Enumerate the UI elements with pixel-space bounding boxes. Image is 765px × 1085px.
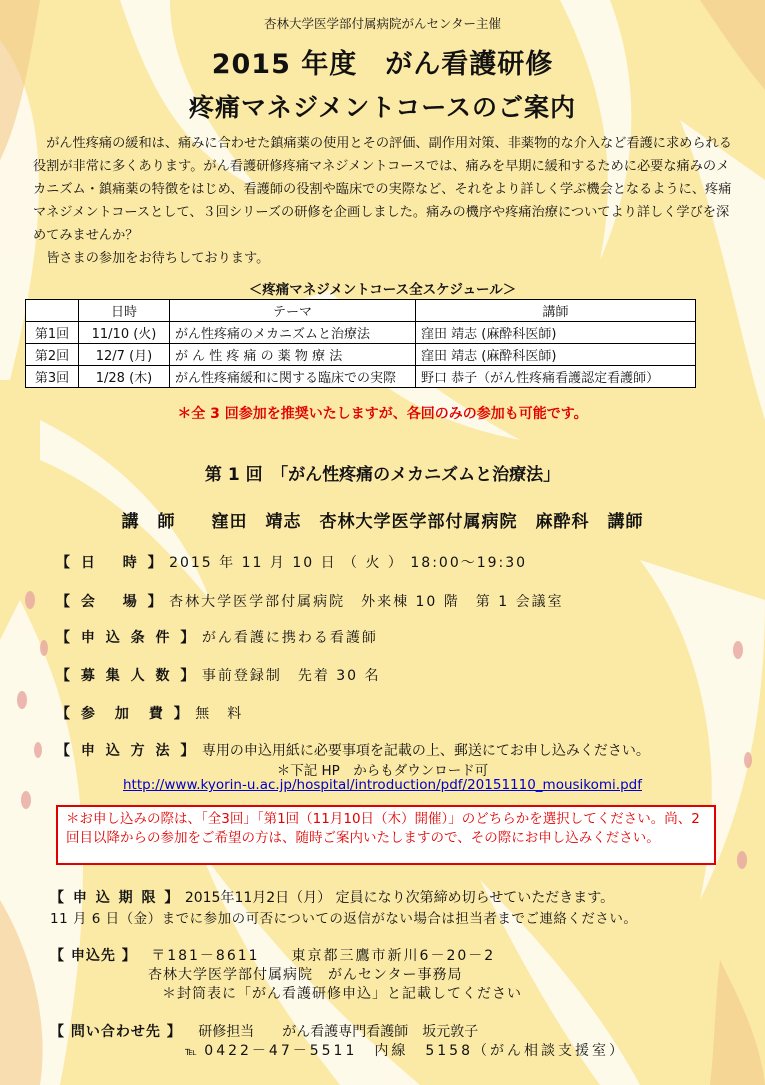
fee-value: 無 料: [195, 706, 244, 722]
intro-text: [33, 132, 733, 270]
deadline-reply-note: 11 月 6 日（金）までに参加の可否についての返信がない場合は担当者までご連絡ください。: [50, 911, 638, 927]
host-organization: 杏林大学医学部付属病院がんセンター主催: [263, 16, 501, 31]
schedule-table: [25, 299, 696, 388]
contact-phone-row: [185, 1040, 626, 1060]
capacity-value: 事前登録制 先着 30 名: [201, 668, 381, 684]
capacity-row: [56, 665, 381, 685]
table-row: [26, 344, 696, 366]
header-date: 日時: [79, 300, 170, 322]
condition-row: [56, 627, 378, 647]
session-title: 第 1 回 「がん性疼痛のメカニズムと治療法」: [204, 465, 561, 485]
method-value: 専用の申込用紙に必要事項を記載の上、郵送にてお申し込みください。: [201, 743, 650, 759]
apply-envelope-note: ＊封筒表に「がん看護研修申込」と記載してください: [162, 986, 522, 1002]
venue-row: [56, 591, 564, 611]
date-label: 【 日 時 】: [56, 555, 165, 571]
row-lecturer: 窪田 靖志 (麻酔科医師): [416, 322, 696, 344]
row-theme: が ん 性 疼 痛 の 薬 物 療 法: [170, 344, 416, 366]
table-row: [26, 322, 696, 344]
table-row: [26, 366, 696, 388]
row-theme: がん性疼痛のメカニズムと治療法: [170, 322, 416, 344]
header-round: [26, 300, 79, 322]
download-note: ＊下記 HP からもダウンロード可: [276, 763, 489, 779]
capacity-label: 【 募 集 人 数 】: [56, 668, 198, 684]
venue-value: 杏林大学医学部付属病院 外来棟 10 階 第 1 会議室: [169, 594, 564, 610]
intro-paragraph-1: がん性疼痛の緩和は、痛みに合わせた鎮痛薬の使用とその評価、副作用対策、非薬物的な介入など看護に求められる役割が非常に多くあります。がん看護研修疼痛マネジメントコースでは、痛みを早期に緩和するために必要な痛みのメカニズム・鎮痛薬の特徴をはじめ、看護師の役割や臨床での実際など、それをより詳しく学ぶ機会となるように、疼痛マネジメントコースとして、３回シリーズの研修を企画しました。痛みの機序や疼痛治療についてより詳しく学びを深めてみませんか？: [33, 136, 732, 243]
method-label: 【 申 込 方 法 】: [56, 743, 198, 759]
schedule-note: ＊全 3 回参加を推奨いたしますが、各回のみの参加も可能です。: [177, 406, 588, 422]
phone-icon: ℡: [185, 1045, 197, 1058]
contact-phone: 0422－47－5511 内線 5158（がん相談支援室）: [204, 1043, 626, 1059]
apply-office: 杏林大学医学部付属病院 がんセンター事務局: [148, 967, 463, 983]
notice-box: ＊お申し込みの際は、「全3回」「第1回（11月10日（木）開催）」のどちらかを選択してください。尚、2 回目以降からの参加をご希望の方は、随時ご案内いたしますので、その際にお申し込みください。: [56, 805, 716, 865]
contact-label: 【 問い合わせ先 】: [50, 1024, 182, 1040]
venue-label: 【 会 場 】: [56, 594, 165, 610]
row-round: 第2回: [26, 344, 79, 366]
condition-value: がん看護に携わる看護師: [201, 630, 378, 646]
deadline-value: 2015年11月2日（月） 定員になり次第締め切らせていただきます。: [184, 890, 615, 906]
condition-label: 【 申 込 条 件 】: [56, 630, 198, 646]
deadline-row: [50, 887, 614, 907]
page-title: 2015 年度 がん看護研修: [211, 49, 554, 80]
date-value: 2015 年 11 月 10 日 （ 火 ） 18:00～19:30: [169, 555, 528, 571]
deadline-label: 【 申 込 期 限 】: [50, 890, 181, 906]
method-row: [56, 740, 650, 760]
apply-address: 〒181－8611 東京都三鷹市新川6－20－2: [151, 948, 496, 964]
contact-row: [50, 1021, 478, 1041]
row-date: 1/28 (木): [79, 366, 170, 388]
session-lecturer: 講 師 窪田 靖志 杏林大学医学部付属病院 麻酔科 講師: [121, 512, 644, 532]
application-form-link[interactable]: http://www.kyorin-u.ac.jp/hospital/introduction/pdf/20151110_mousikomi.pdf: [123, 777, 642, 793]
fee-label: 【 参 加 費 】: [56, 706, 191, 722]
date-row: [56, 552, 527, 572]
row-lecturer: 野口 恭子（がん性疼痛看護認定看護師）: [416, 366, 696, 388]
apply-row: [50, 945, 495, 965]
fee-row: [56, 703, 243, 723]
row-lecturer: 窪田 靖志 (麻酔科医師): [416, 344, 696, 366]
row-theme: がん性疼痛緩和に関する臨床での実際: [170, 366, 416, 388]
page-subtitle: 疼痛マネジメントコースのご案内: [188, 93, 576, 122]
header-theme: テーマ: [170, 300, 416, 322]
row-round: 第1回: [26, 322, 79, 344]
row-date: 12/7 (月): [79, 344, 170, 366]
row-date: 11/10 (火): [79, 322, 170, 344]
intro-paragraph-2: 皆さまの参加をお待ちしております。: [46, 251, 270, 266]
row-round: 第3回: [26, 366, 79, 388]
schedule-header-row: [26, 300, 696, 322]
contact-person: 研修担当 がん看護専門看護師 坂元敦子: [198, 1024, 479, 1040]
schedule-title: ＜疼痛マネジメントコース全スケジュール＞: [248, 282, 517, 298]
header-lecturer: 講師: [416, 300, 696, 322]
apply-label: 【 申込先 】: [50, 948, 137, 964]
